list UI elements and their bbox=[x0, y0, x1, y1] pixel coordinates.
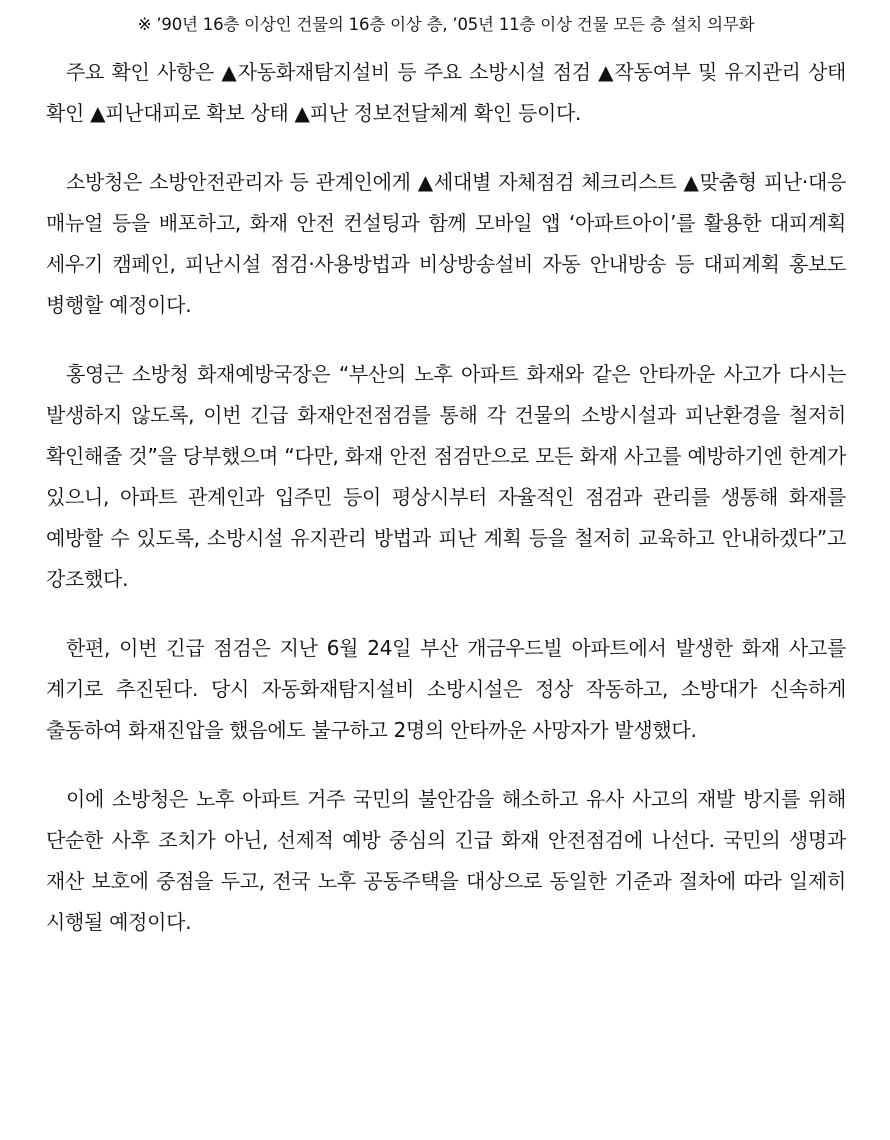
paragraph-inspection-items: 주요 확인 사항은 ▲자동화재탐지설비 등 주요 소방시설 점검 ▲작동여부 및 유지관리 상태 확인 ▲피난대피로 확보 상태 ▲피난 정보전달체계 확인 등이다. bbox=[46, 60, 846, 125]
paragraph-preventive-inspection: 이에 소방청은 노후 아파트 거주 국민의 불안감을 해소하고 유사 사고의 재발 방지를 위해 단순한 사후 조치가 아닌, 선제적 예방 중심의 긴급 화재 안전점검에 나선다. 국민의 생명과 재산 보호에 중점을 두고, 전국 노후 공동주택을 대상으로 동일한 기준과 절차에 따라 일제히 시행될 예정이다. bbox=[46, 787, 846, 934]
paragraph-distribution-campaign: 소방청은 소방안전관리자 등 관계인에게 ▲세대별 자체점검 체크리스트 ▲맞춤형 피난·대응 매뉴얼 등을 배포하고, 화재 안전 컨설팅과 함께 모바일 앱 ‘아파트아이’를 활용한 대피계획 세우기 캠페인, 피난시설 점검·사용방법과 비상방송설비 자동 안내방송 등 대피계획 홍보도 병행할 예정이다. bbox=[46, 170, 846, 317]
footnote: ※ ’90년 16층 이상인 건물의 16층 이상 층, ’05년 11층 이상 건물 모든 층 설치 의무화 bbox=[137, 15, 755, 34]
paragraph-busan-fire-background: 한편, 이번 긴급 점검은 지난 6월 24일 부산 개금우드빌 아파트에서 발생한 화재 사고를 계기로 추진된다. 당시 자동화재탐지설비 소방시설은 정상 작동하고, 소방대가 신속하게 출동하여 화재진압을 했음에도 불구하고 2명의 안타까운 사망자가 발생했다. bbox=[46, 636, 846, 742]
paragraph-director-quote: 홍영근 소방청 화재예방국장은 “부산의 노후 아파트 화재와 같은 안타까운 사고가 다시는 발생하지 않도록, 이번 긴급 화재안전점검를 통해 각 건물의 소방시설과 피난환경을 철저히 확인해줄 것”을 당부했으며 “다만, 화재 안전 점검만으로 모든 화재 사고를 예방하기엔 한계가 있으니, 아파트 관계인과 입주민 등이 평상시부터 자율적인 점검과 관리를 생통해 화재를 예방할 수 있도록, 소방시설 유지관리 방법과 피난 계획 등을 철저히 교육하고 안내하겠다”고 강조했다. bbox=[46, 362, 846, 591]
